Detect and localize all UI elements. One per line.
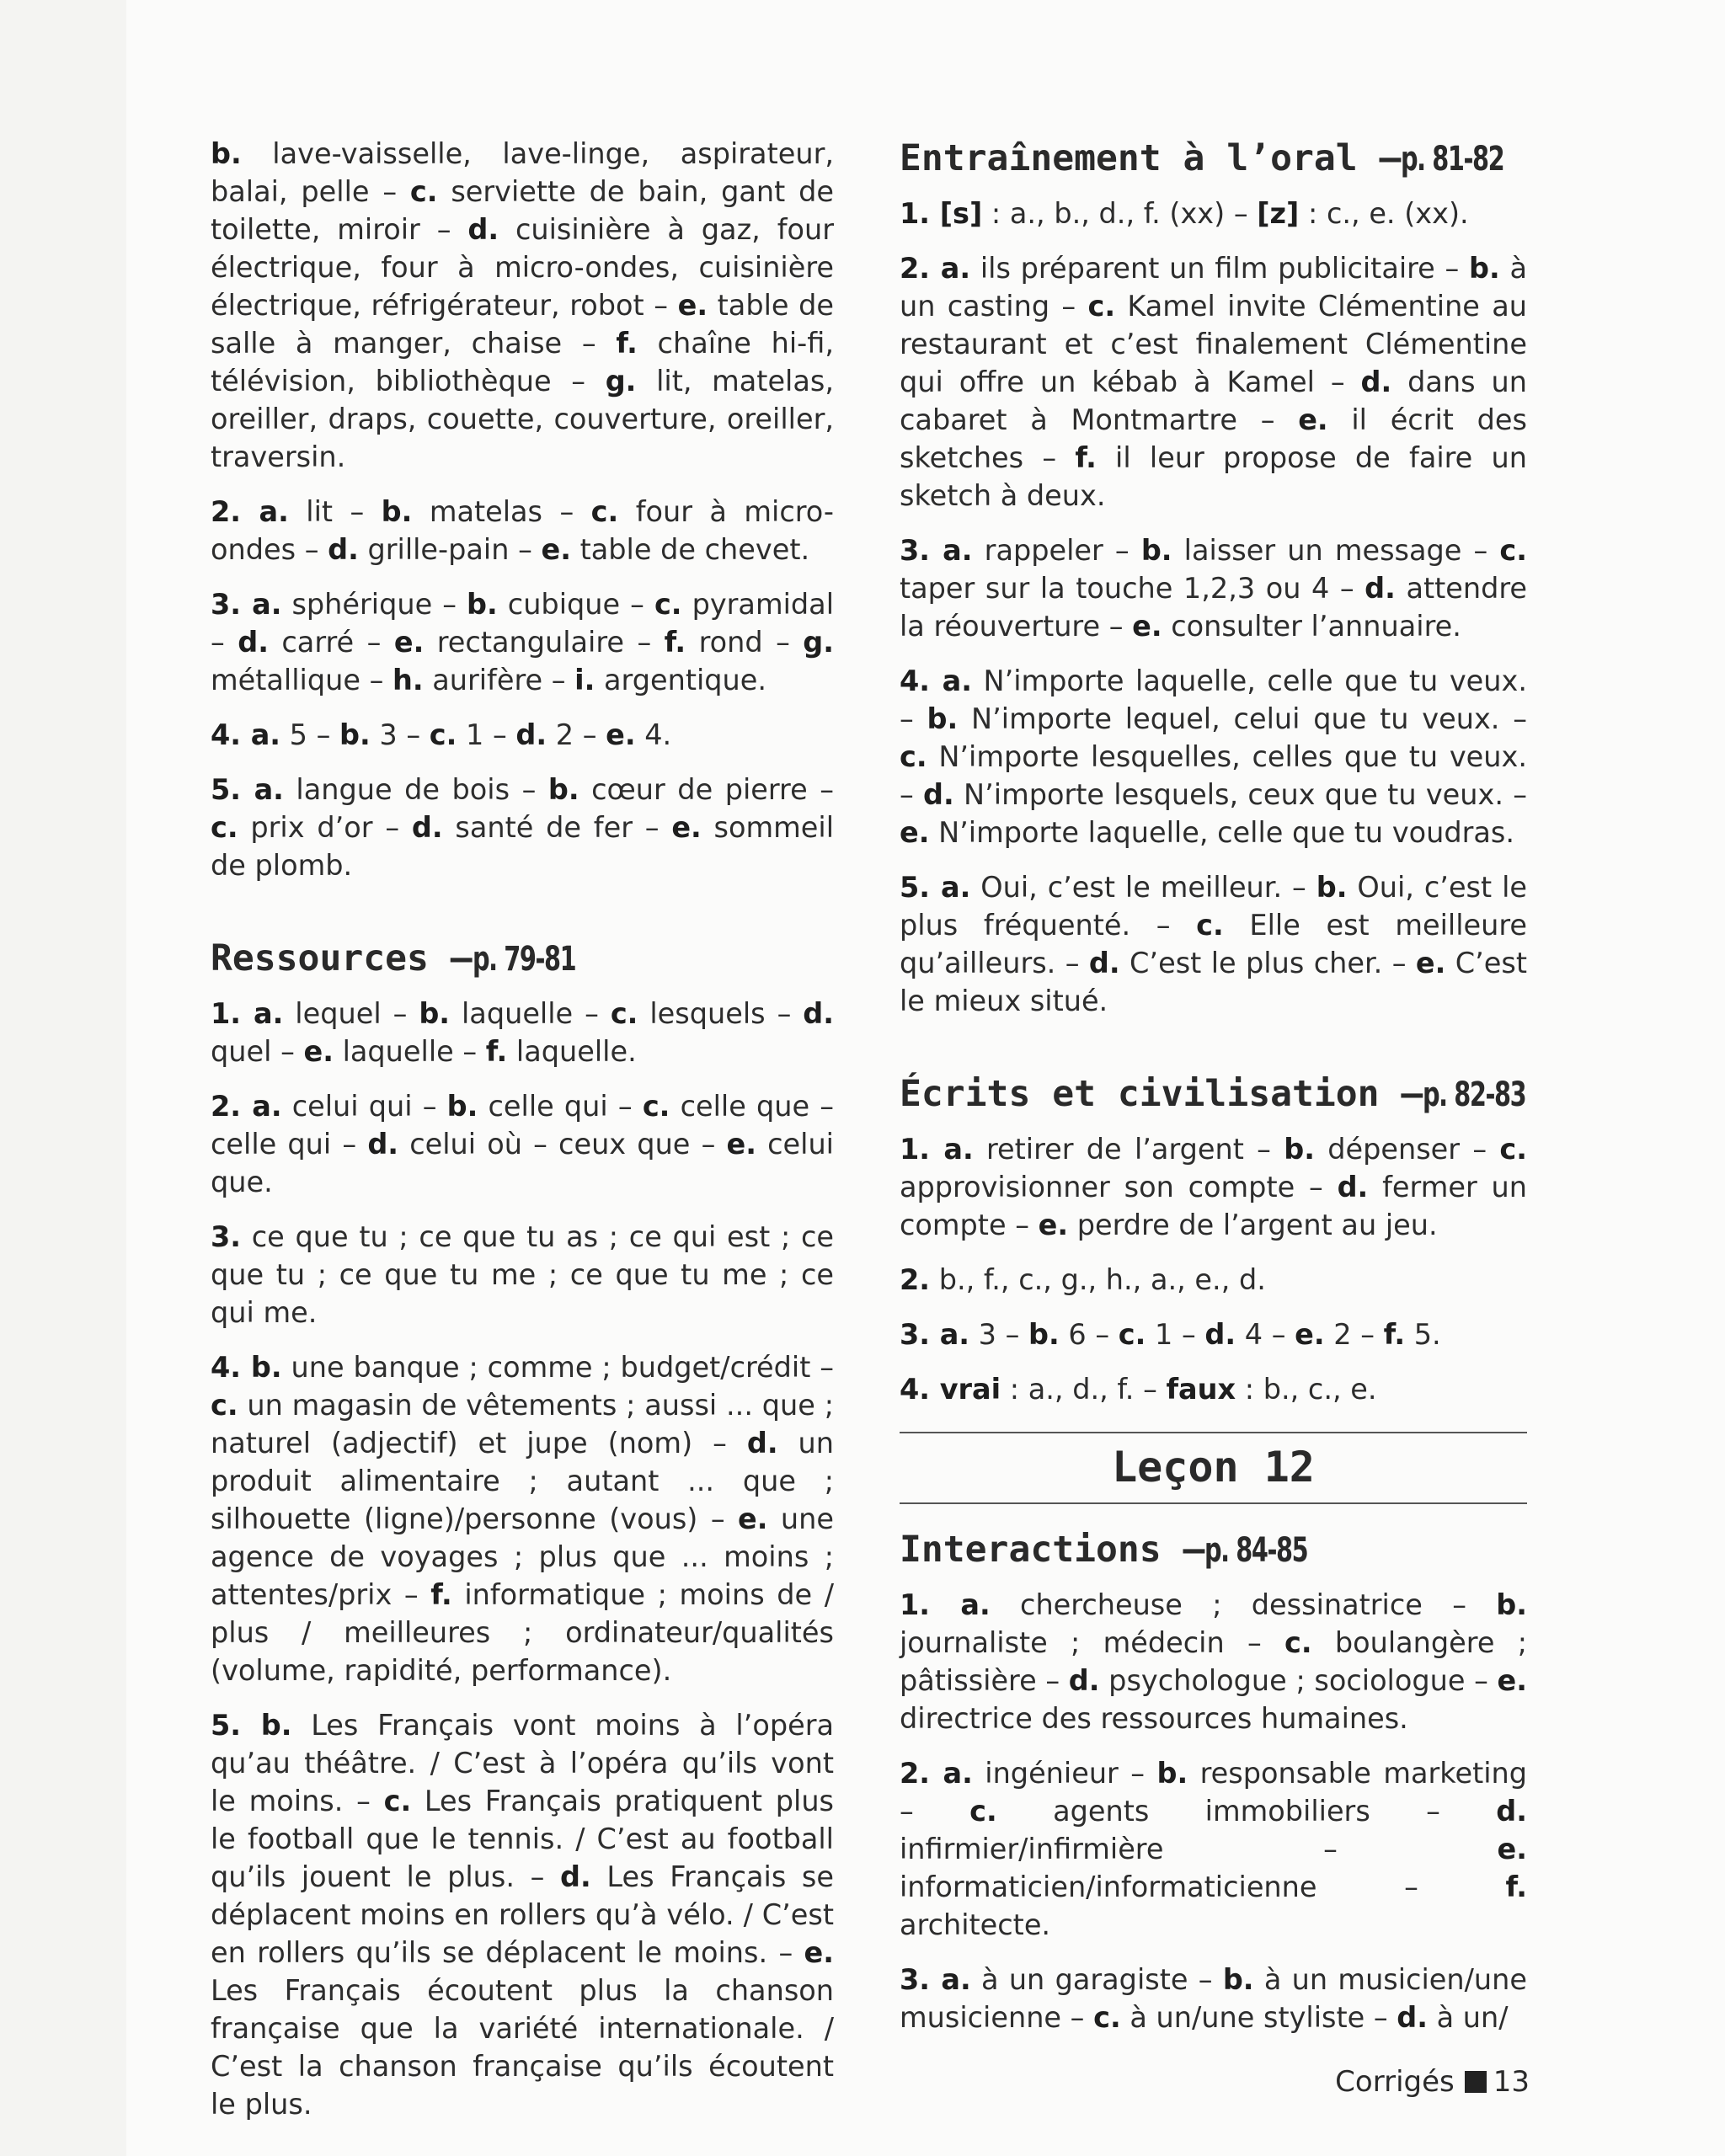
answer-text: dépenser – bbox=[1314, 1133, 1500, 1166]
answer-key: c. bbox=[969, 1795, 997, 1828]
answer-text: Kamel invite Clémentine au restaurant et c’est finalement Clémentine qui offre un kébab à Kamel – bbox=[900, 290, 1527, 398]
answer-text: ingénieur – bbox=[972, 1757, 1157, 1790]
answer-key: b. bbox=[381, 495, 413, 528]
answer-key: d. bbox=[367, 1128, 399, 1161]
answer-key: 4. a. bbox=[211, 718, 281, 751]
answer-paragraph bbox=[211, 585, 834, 699]
answer-key: b. bbox=[1469, 252, 1500, 285]
answer-paragraph bbox=[900, 868, 1527, 1020]
answer-text: serviette de bain, gant de toilette, miroir – bbox=[211, 175, 834, 246]
answer-text: langue de bois – bbox=[283, 773, 548, 806]
left-column bbox=[211, 135, 834, 2140]
answer-text: Oui, c’est le meilleur. – bbox=[970, 871, 1316, 904]
answer-paragraph bbox=[211, 493, 834, 568]
answer-key: f. bbox=[616, 327, 638, 360]
answer-key: e. bbox=[671, 811, 702, 844]
answer-key: d. bbox=[1365, 572, 1396, 605]
answer-key: b. bbox=[1028, 1318, 1060, 1351]
answer-text: matelas – bbox=[412, 495, 591, 528]
answer-text: C’est le mieux situé. bbox=[900, 947, 1527, 1017]
answer-text: celui qui – bbox=[281, 1090, 447, 1123]
answer-key: d. bbox=[467, 213, 499, 246]
answer-paragraph bbox=[211, 771, 834, 884]
answer-key: 3. a. bbox=[900, 534, 973, 567]
answer-key: e. bbox=[1038, 1209, 1069, 1241]
answer-paragraph bbox=[211, 1706, 834, 2123]
answer-text: C’est le plus cher. – bbox=[1119, 947, 1416, 979]
answer-key: d. bbox=[923, 778, 954, 811]
answer-key: d. bbox=[1337, 1171, 1369, 1203]
answer-key: 4. a. bbox=[900, 664, 972, 697]
answer-text: laquelle – bbox=[333, 1035, 486, 1068]
answer-key: e. bbox=[1298, 403, 1328, 436]
answer-text: Les Français vont moins à l’opéra qu’au théâtre. / C’est à l’opéra qu’ils vont le moins. – bbox=[211, 1709, 834, 1817]
answer-text: N’importe laquelle, celle que tu voudras. bbox=[929, 816, 1515, 849]
answer-text: N’importe lesquels, ceux que tu veux. – bbox=[953, 778, 1528, 811]
answer-paragraph bbox=[900, 1130, 1527, 1244]
answer-key: b. bbox=[419, 997, 451, 1030]
section-heading-interactions: Interactions –p. 84-85 bbox=[900, 1529, 1308, 1571]
answer-text: métallique – bbox=[211, 664, 393, 696]
answer-key: 3. a. bbox=[211, 588, 282, 621]
answer-paragraph bbox=[211, 1218, 834, 1331]
answer-paragraph bbox=[900, 195, 1527, 232]
answer-text: Les Français pratiquent plus le football que le tennis. / C’est au football qu’ils jouent le plus. – bbox=[211, 1785, 835, 1893]
answer-text: infirmier/infirmière – bbox=[900, 1833, 1498, 1865]
answers-block-oral bbox=[900, 195, 1527, 1020]
answer-paragraph bbox=[900, 1315, 1527, 1353]
answer-key: c. bbox=[1093, 2001, 1121, 2034]
answer-key: h. bbox=[392, 664, 424, 696]
answer-text: chercheuse ; dessinatrice – bbox=[990, 1588, 1497, 1621]
answers-block-lecon11-vocab bbox=[211, 135, 834, 884]
answer-key: 2. a. bbox=[211, 1090, 282, 1123]
square-bullet-icon bbox=[1465, 2071, 1487, 2093]
answers-block-ecrits bbox=[900, 1130, 1527, 1408]
answer-text: carré – bbox=[268, 626, 394, 659]
answer-text: chaîne hi-fi, télévision, bibliothèque – bbox=[211, 327, 834, 398]
answer-key: c. bbox=[429, 718, 457, 751]
answer-text: N’importe laquelle, celle que tu veux. – bbox=[900, 664, 1527, 735]
answer-key: e. bbox=[738, 1502, 768, 1535]
answer-key: c. bbox=[900, 740, 927, 773]
answer-text: 6 – bbox=[1059, 1318, 1119, 1351]
answer-text: un produit alimentaire ; autant ... que ; silhouette (ligne)/personne (vous) – bbox=[211, 1427, 834, 1535]
answer-text: il écrit des sketches – bbox=[900, 403, 1527, 474]
answer-text: journaliste ; médecin – bbox=[900, 1626, 1284, 1659]
answer-text: prix d’or – bbox=[238, 811, 412, 844]
answer-key: b. bbox=[339, 718, 371, 751]
answer-key: 1. [s] bbox=[900, 197, 983, 230]
answer-key: 2. a. bbox=[900, 252, 971, 285]
answer-paragraph bbox=[211, 1087, 834, 1201]
answer-text: Elle est meilleure qu’ailleurs. – bbox=[900, 909, 1527, 979]
answer-key: 2. a. bbox=[211, 495, 289, 528]
answer-key: e. bbox=[1497, 1833, 1527, 1865]
answer-text: aurifère – bbox=[423, 664, 575, 696]
answer-text: une banque ; comme ; budget/crédit – bbox=[281, 1351, 834, 1384]
answer-text: à un/ bbox=[1427, 2001, 1509, 2034]
answer-key: e. bbox=[541, 533, 571, 566]
answer-text: : c., e. (xx). bbox=[1299, 197, 1469, 230]
answer-text: laisser un message – bbox=[1172, 534, 1500, 567]
answer-text: taper sur la touche 1,2,3 ou 4 – bbox=[900, 572, 1365, 605]
answer-key: d. bbox=[515, 718, 547, 751]
answer-key: c. bbox=[1196, 909, 1224, 942]
answer-text: laquelle – bbox=[450, 997, 611, 1030]
answer-key: b. bbox=[446, 1090, 478, 1123]
answer-key: e. bbox=[1415, 947, 1446, 979]
answer-text: à un casting – bbox=[900, 252, 1527, 323]
answer-text: sommeil de plomb. bbox=[211, 811, 834, 882]
answer-key: f. bbox=[1383, 1318, 1406, 1351]
answer-paragraph bbox=[211, 1348, 834, 1689]
answer-key: 1. a. bbox=[900, 1588, 991, 1621]
answer-key: c. bbox=[211, 811, 238, 844]
answer-text: santé de fer – bbox=[442, 811, 672, 844]
answer-text: psychologue ; sociologue – bbox=[1099, 1664, 1498, 1697]
answer-text: table de chevet. bbox=[570, 533, 810, 566]
answer-key: c. bbox=[654, 588, 682, 621]
answer-text: agents immobiliers – bbox=[996, 1795, 1497, 1828]
answer-text: ce que tu ; ce que tu as ; ce qui est ; ce que tu ; ce que tu me ; ce que tu me ; ce qui me. bbox=[211, 1220, 834, 1329]
answer-key: e. bbox=[726, 1128, 756, 1161]
answer-text: lit, matelas, oreiller, draps, couette, couverture, oreiller, traversin. bbox=[211, 365, 834, 473]
answer-paragraph bbox=[900, 1754, 1527, 1944]
answer-key: e. bbox=[1295, 1318, 1325, 1351]
answer-text: 1 – bbox=[457, 718, 516, 751]
answer-key: c. bbox=[642, 1090, 670, 1123]
answer-paragraph bbox=[211, 135, 834, 476]
answer-text: architecte. bbox=[900, 1908, 1051, 1941]
answer-text: lit – bbox=[288, 495, 382, 528]
answer-key: e. bbox=[606, 718, 636, 751]
answer-text: approvisionner son compte – bbox=[900, 1171, 1338, 1203]
answer-text: grille-pain – bbox=[358, 533, 542, 566]
answer-text: Les Français écoutent plus la chanson française que la variété internationale. / C’est la chanson française qu’ils écoutent le plus. bbox=[211, 1974, 834, 2121]
answer-text: rectangulaire – bbox=[424, 626, 665, 659]
answer-text: dans un cabaret à Montmartre – bbox=[900, 366, 1527, 436]
answer-text: rond – bbox=[686, 626, 804, 659]
answer-key: 4. b. bbox=[211, 1351, 282, 1384]
answer-key: 1. a. bbox=[211, 997, 284, 1030]
answer-text: fermer un compte – bbox=[900, 1171, 1527, 1241]
answer-key: d. bbox=[238, 626, 269, 659]
answers-block-interactions bbox=[900, 1586, 1527, 2036]
answer-key: b. bbox=[211, 137, 242, 170]
answer-key: i. bbox=[574, 664, 595, 696]
answer-text: une agence de voyages ; plus que ... moins ; attentes/prix – bbox=[211, 1502, 834, 1611]
answer-text: celui que. bbox=[211, 1128, 834, 1198]
answer-key: e. bbox=[677, 289, 708, 322]
answer-text: 4 – bbox=[1236, 1318, 1295, 1351]
answer-text: à un garagiste – bbox=[970, 1963, 1223, 1996]
answer-paragraph bbox=[900, 249, 1527, 515]
answer-text: cubique – bbox=[497, 588, 654, 621]
answer-key: 5. a. bbox=[211, 773, 284, 806]
answer-text: cœur de pierre – bbox=[579, 773, 834, 806]
answer-key: e. bbox=[1132, 610, 1162, 643]
answer-text: 3 – bbox=[969, 1318, 1029, 1351]
answer-text: responsable marketing – bbox=[900, 1757, 1528, 1828]
answer-key: c. bbox=[1499, 534, 1528, 567]
answer-key: 3. a. bbox=[900, 1318, 970, 1351]
answer-text: N’importe lesquelles, celles que tu veux. – bbox=[900, 740, 1527, 811]
answer-key: [z] bbox=[1257, 197, 1300, 230]
answer-text: Les Français se déplacent moins en rollers qu’à vélo. / C’est en rollers qu’ils se déplacent le moins. – bbox=[211, 1860, 834, 1969]
answer-text: 2 – bbox=[547, 718, 606, 751]
answer-key: b. bbox=[467, 588, 498, 621]
answer-text: retirer de l’argent – bbox=[973, 1133, 1284, 1166]
answer-text: : b., c., e. bbox=[1236, 1373, 1377, 1406]
section-heading-oral: Entraînement à l’oral –p. 81-82 bbox=[900, 137, 1504, 179]
answer-key: d. bbox=[1360, 366, 1392, 398]
answer-key: d. bbox=[1068, 1664, 1100, 1697]
answer-key: d. bbox=[803, 997, 835, 1030]
lesson-banner bbox=[900, 1432, 1527, 1504]
answer-paragraph bbox=[211, 995, 834, 1070]
answer-key: c. bbox=[1499, 1133, 1528, 1166]
answer-text: celle qui – bbox=[478, 1090, 643, 1123]
lesson-title: Leçon 12 bbox=[1112, 1443, 1315, 1492]
answer-key: e. bbox=[1497, 1664, 1527, 1697]
answer-text: 3 – bbox=[370, 718, 430, 751]
answer-text: ils préparent un film publicitaire – bbox=[970, 252, 1470, 285]
answer-key: c. bbox=[211, 1389, 238, 1422]
answer-key: b. bbox=[1496, 1588, 1527, 1621]
answer-key: d. bbox=[1204, 1318, 1236, 1351]
answer-key: c. bbox=[610, 997, 638, 1030]
answer-text: four à micro-ondes – bbox=[211, 495, 834, 566]
answer-text: informaticien/informaticienne – bbox=[900, 1870, 1506, 1903]
answer-text: lequel – bbox=[283, 997, 419, 1030]
answer-text: argentique. bbox=[595, 664, 767, 696]
answer-key: b. bbox=[1316, 871, 1348, 904]
answer-key: 1. a. bbox=[900, 1133, 974, 1166]
answer-text: celle que – celle qui – bbox=[211, 1090, 835, 1161]
answer-key: f. bbox=[664, 626, 686, 659]
answer-text: à un musicien/une musicienne – bbox=[900, 1963, 1527, 2034]
answer-text: sphérique – bbox=[281, 588, 467, 621]
answer-key: b. bbox=[1284, 1133, 1315, 1166]
answer-text: Oui, c’est le plus fréquenté. – bbox=[900, 871, 1527, 942]
answer-text: table de salle à manger, chaise – bbox=[211, 289, 834, 360]
answer-key: b. bbox=[1140, 534, 1172, 567]
footer-label: Corrigés bbox=[1335, 2065, 1455, 2099]
answer-text: celui où – ceux que – bbox=[398, 1128, 727, 1161]
answer-text: il leur propose de faire un sketch à deux. bbox=[900, 441, 1527, 512]
answer-key: faux bbox=[1166, 1373, 1236, 1406]
answer-key: d. bbox=[1397, 2001, 1428, 2034]
answer-text: un magasin de vêtements ; aussi ... que ; naturel (adjectif) et jupe (nom) – bbox=[211, 1389, 834, 1460]
answer-paragraph bbox=[900, 662, 1527, 851]
answer-text: cuisinière à gaz, four électrique, four à micro-ondes, cuisinière électrique, réfrigérateur, robot – bbox=[211, 213, 834, 322]
answer-text: informatique ; moins de / plus / meilleures ; ordinateur/qualités (volume, rapidité, performance). bbox=[211, 1578, 834, 1687]
answer-text: 1 – bbox=[1146, 1318, 1205, 1351]
answer-key: c. bbox=[1087, 290, 1116, 323]
answer-key: d. bbox=[328, 533, 359, 566]
answer-text: : a., d., f. – bbox=[1001, 1373, 1167, 1406]
answer-text: lesquels – bbox=[638, 997, 804, 1030]
answer-key: c. bbox=[1118, 1318, 1146, 1351]
answer-key: b. bbox=[1156, 1757, 1188, 1790]
answer-key: 2. bbox=[900, 1263, 931, 1296]
section-heading-ecrits: Écrits et civilisation –p. 82-83 bbox=[900, 1073, 1526, 1115]
answer-key: d. bbox=[746, 1427, 778, 1460]
page-number: 13 bbox=[1493, 2065, 1530, 2099]
answer-key: f. bbox=[1075, 441, 1097, 474]
section-heading-ressources: Ressources –p. 79-81 bbox=[211, 937, 575, 979]
answer-key: c. bbox=[590, 495, 619, 528]
answer-text: b., f., c., g., h., a., e., d. bbox=[930, 1263, 1266, 1296]
answer-text: 5. bbox=[1405, 1318, 1441, 1351]
answer-paragraph bbox=[900, 531, 1527, 645]
answers-block-ressources bbox=[211, 995, 834, 2123]
answer-key: c. bbox=[409, 175, 438, 208]
answer-key: d. bbox=[1088, 947, 1120, 979]
answer-text: rappeler – bbox=[972, 534, 1141, 567]
answer-text: boulangère ; pâtissière – bbox=[900, 1626, 1527, 1697]
answer-paragraph bbox=[211, 716, 834, 754]
answer-key: f. bbox=[1505, 1870, 1527, 1903]
answer-key: b. bbox=[1222, 1963, 1254, 1996]
answer-key: d. bbox=[560, 1860, 591, 1893]
answer-paragraph bbox=[900, 1261, 1527, 1299]
page-footer bbox=[1335, 2063, 1530, 2100]
answer-key: d. bbox=[1496, 1795, 1527, 1828]
answer-text: pyramidal – bbox=[211, 588, 834, 659]
answer-text: perdre de l’argent au jeu. bbox=[1068, 1209, 1438, 1241]
answer-key: e. bbox=[900, 816, 930, 849]
answer-text: 2 – bbox=[1324, 1318, 1384, 1351]
answer-paragraph bbox=[900, 1586, 1527, 1737]
answer-key: d. bbox=[411, 811, 443, 844]
answer-key: 2. a. bbox=[900, 1757, 973, 1790]
answer-text: quel – bbox=[211, 1035, 304, 1068]
answer-key: g. bbox=[605, 365, 637, 398]
answer-key: e. bbox=[804, 1936, 834, 1969]
answer-key: b. bbox=[547, 773, 579, 806]
answer-key: e. bbox=[303, 1035, 334, 1068]
answer-key: 5. a. bbox=[900, 871, 971, 904]
answer-paragraph bbox=[900, 1370, 1527, 1408]
answer-key: c. bbox=[1284, 1626, 1312, 1659]
answer-text: attendre la réouverture – bbox=[900, 572, 1527, 643]
answer-text: 5 – bbox=[280, 718, 340, 751]
right-column bbox=[900, 135, 1527, 2053]
answer-text: N’importe lequel, celui que tu veux. – bbox=[958, 702, 1527, 735]
answer-key: f. bbox=[485, 1035, 508, 1068]
answer-key: 4. vrai bbox=[900, 1373, 1001, 1406]
answer-text: : a., b., d., f. (xx) – bbox=[982, 197, 1258, 230]
answer-key: f. bbox=[430, 1578, 452, 1611]
answer-key: 5. b. bbox=[211, 1709, 292, 1742]
answer-text: à un/une styliste – bbox=[1120, 2001, 1397, 2034]
answer-text: lave-vaisselle, lave-linge, aspirateur, balai, pelle – bbox=[211, 137, 834, 208]
answer-text: 4. bbox=[635, 718, 672, 751]
answer-text: directrice des ressources humaines. bbox=[900, 1702, 1408, 1735]
answer-text: consulter l’annuaire. bbox=[1162, 610, 1461, 643]
answer-text: laquelle. bbox=[507, 1035, 637, 1068]
answer-key: g. bbox=[803, 626, 835, 659]
answer-key: c. bbox=[383, 1785, 412, 1817]
answer-key: e. bbox=[393, 626, 425, 659]
answer-key: 3. bbox=[211, 1220, 242, 1253]
answer-key: 3. a. bbox=[900, 1963, 971, 1996]
answer-key: b. bbox=[927, 702, 959, 735]
answer-paragraph bbox=[900, 1961, 1527, 2036]
